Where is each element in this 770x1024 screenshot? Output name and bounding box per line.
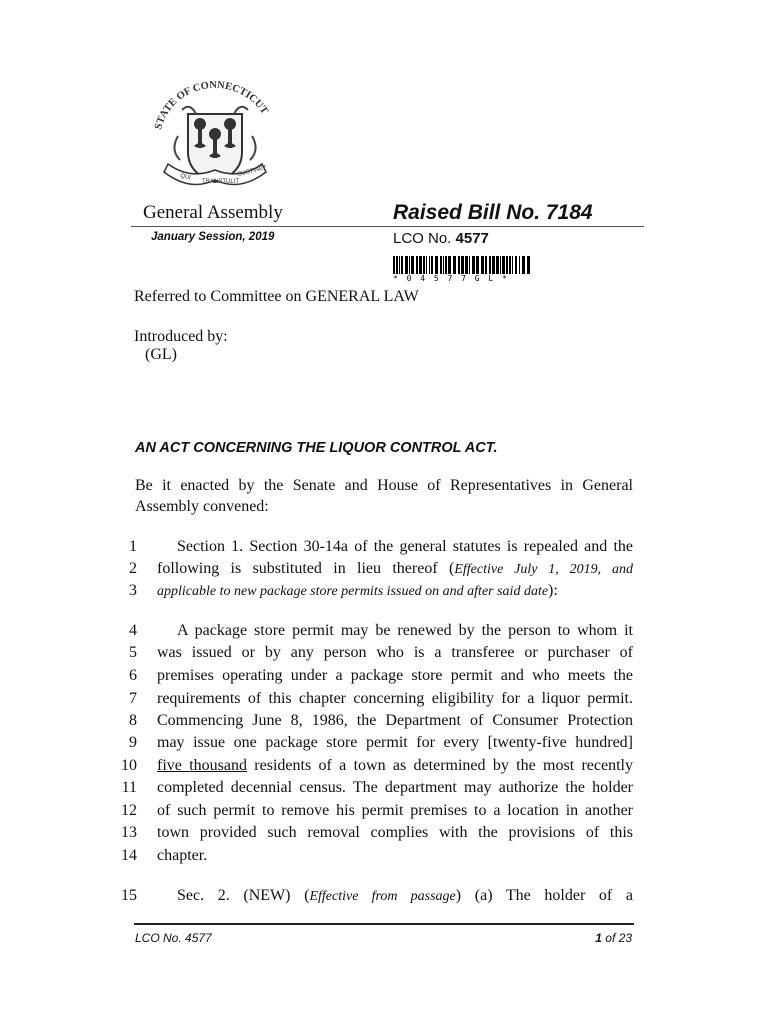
barcode-bar [419,256,422,274]
barcode-bar [476,256,479,274]
barcode-bar [396,256,398,274]
line-number: 5 [129,644,137,661]
bill-text-line [157,580,633,602]
line-text: Commencing June 8, 1986, the Department of Consumer Protection [157,712,633,729]
barcode-image [393,256,531,274]
line-text: following is substituted in lieu thereof ( [157,560,455,577]
line-text: ): [548,582,558,599]
barcode-bar [401,256,403,274]
barcode-bar [453,256,456,274]
barcode-bar [489,256,491,274]
barcode-bar [506,256,508,274]
barcode-bar [522,256,525,274]
line-text: requirements of this chapter concerning eligibility for a liquor permit. [157,690,633,707]
barcode-bar [461,256,464,274]
barcode-bar [409,256,410,274]
enacting-clause: Be it enacted by the Senate and House of Representatives in General Assembly convened: [135,477,633,515]
committee-referral: Referred to Committee on GENERAL LAW [134,288,419,305]
bill-text-line [157,688,633,710]
bill-text-line [157,800,633,822]
line-number: 1 [129,538,137,555]
barcode-bar [426,256,427,274]
barcode-bar [472,256,475,274]
line-text: ) (a) The holder of a [455,887,633,904]
line-number: 6 [129,667,137,684]
page-total: of 23 [601,931,632,945]
bill-text-line [157,665,633,687]
barcode-bar [465,256,468,274]
barcode-bar [399,256,400,274]
line-text: was issued or by any person who is a transferee or purchaser of [157,644,633,661]
state-seal-image [150,80,280,198]
bill-text-line [157,885,633,907]
barcode-text: * 0 4 5 7 7 G L * [393,274,509,283]
svg-text:QUI: QUI [179,173,192,182]
line-text: chapter. [157,847,208,864]
bill-text-line [157,620,633,642]
barcode-bar [440,256,442,274]
barcode-bar [443,256,444,274]
barcode-bar [469,256,470,274]
bill-text-line [157,536,633,558]
barcode-bar [502,256,505,274]
barcode-bar [445,256,447,274]
barcode-bar [512,256,513,274]
line-number: 9 [129,734,137,751]
introduced-by-label: Introduced by: [134,328,228,345]
barcode-bar [481,256,484,274]
line-number: 10 [121,757,137,774]
bill-text-line [157,710,633,732]
line-number: 3 [129,582,137,599]
bill-text-line [157,777,633,799]
general-assembly-heading: General Assembly [143,202,283,223]
act-title: AN ACT CONCERNING THE LIQUOR CONTROL ACT. [135,440,498,456]
line-text: of such permit to remove his permit premises to a location in another [157,802,633,819]
barcode-bar [496,256,499,274]
page-number [560,931,632,945]
bill-number: Raised Bill No. 7184 [393,201,593,224]
bill-text-line [157,755,633,777]
barcode-bar [411,256,414,274]
introducer: (GL) [145,346,177,363]
line-number: 4 [129,622,137,639]
page-current: 1 [595,931,602,945]
lco-label: LCO No. [393,230,452,247]
svg-text:TRANSTULIT: TRANSTULIT [202,179,240,185]
session-label: January Session, 2019 [151,231,275,243]
footer-lco-number: LCO No. 4577 [135,931,212,945]
barcode-bar [500,256,501,274]
line-number: 8 [129,712,137,729]
line-text: Section 1. Section 30-14a of the general statutes is repealed and the [177,538,633,555]
line-number: 12 [121,802,137,819]
svg-text:SUSTINET: SUSTINET [237,164,268,178]
barcode-bar [509,256,511,274]
line-number: 14 [121,847,137,864]
bill-text-line [157,558,633,580]
line-number: 7 [129,690,137,707]
barcode-bar [393,256,395,274]
barcode-bar [485,256,487,274]
svg-text:STATE OF CONNECTICUT: STATE OF CONNECTICUT [153,80,270,131]
line-text: Sec. 2. (NEW) ( [177,887,310,904]
line-text: town provided such removal complies with the provisions of this [157,824,633,841]
barcode-bar [416,256,418,274]
lco-number-header [393,230,489,247]
effective-date-text: Effective from passage [309,889,456,904]
inserted-text: five thousand [157,757,247,774]
barcode-bar [435,256,438,274]
header-divider [131,226,644,227]
line-number: 13 [121,824,137,841]
barcode-bar [492,256,495,274]
bill-text-line [157,642,633,664]
footer-divider [134,923,634,925]
line-number: 11 [121,779,137,796]
barcode-bar [519,256,520,274]
effective-date-text: Effective July 1, 2019, and [454,562,633,577]
effective-date-text: applicable to new package store permits issued on and after said date [157,584,549,599]
line-number: 2 [129,560,137,577]
line-text: may issue one package store permit for every [twenty-five hundred] [157,734,633,751]
barcode-bar [405,256,408,274]
line-text: residents of a town as determined by the most recently [246,757,633,774]
line-number: 15 [121,887,137,904]
barcode-bar [515,256,517,274]
lco-value: 4577 [455,230,489,247]
bill-text-line [157,845,633,867]
barcode-bar [423,256,425,274]
barcode-bar [527,256,530,274]
bill-text-line [157,732,633,754]
line-text: premises operating under a package store permit and who meets the [157,667,633,684]
barcode-bar [458,256,460,274]
bill-text-line [157,822,633,844]
line-text: completed decennial census. The department may authorize the holder [157,779,633,796]
barcode-bar [448,256,451,274]
line-text: A package store permit may be renewed by the person to whom it [177,622,633,639]
barcode-bar [429,256,430,274]
barcode-bar [431,256,433,274]
